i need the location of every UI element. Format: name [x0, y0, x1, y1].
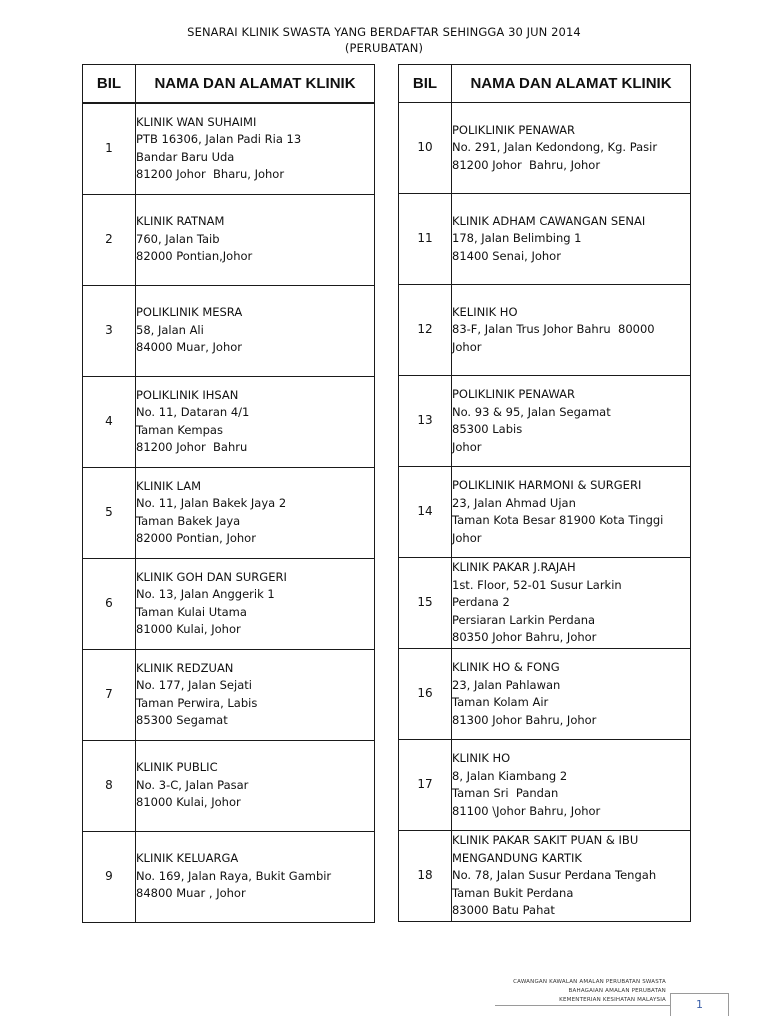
footer-line-2: BAHAGAIAN AMALAN PERUBATAN — [568, 988, 666, 994]
clinic-name-address — [136, 558, 375, 649]
clinic-address-line: 58, Jalan Ali — [136, 322, 204, 337]
clinic-name-address — [136, 194, 375, 285]
clinic-address-line: Persiaran Larkin Perdana — [452, 612, 596, 627]
clinic-name: KLINIK REDZUAN — [136, 660, 234, 675]
clinic-address-line: Taman Sri Pandan — [452, 786, 559, 800]
row-number: 2 — [83, 194, 136, 285]
clinic-address-line: 81400 Senai, Johor — [452, 248, 561, 263]
clinic-address-line: 85300 Labis — [452, 422, 523, 436]
row-number: 5 — [83, 467, 136, 558]
row-number: 8 — [83, 740, 136, 831]
clinic-address-line: No. 291, Jalan Kedondong, Kg. Pasir — [452, 140, 658, 155]
row-number: 10 — [399, 103, 452, 194]
clinic-address-line: Taman Kota Besar 81900 Kota Tinggi — [452, 513, 664, 527]
table-row — [83, 740, 375, 831]
clinic-table-left-body — [83, 103, 375, 922]
clinic-name-address — [452, 831, 691, 922]
table-row — [83, 103, 375, 194]
clinic-address-line: No. 11, Jalan Bakek Jaya 2 — [136, 496, 287, 510]
clinic-name: KLINIK WAN SUHAIMI — [136, 114, 257, 129]
clinic-name: POLIKLINIK MESRA — [136, 305, 243, 320]
clinic-address-line: 84800 Muar , Johor — [136, 886, 246, 901]
clinic-name-address — [452, 740, 691, 831]
clinic-name: KLINIK RATNAM — [136, 214, 225, 229]
clinic-address-line: 23, Jalan Ahmad Ujan — [452, 495, 576, 510]
clinic-address-line: Perdana 2 — [452, 595, 510, 610]
row-number: 17 — [399, 740, 452, 831]
table-row — [83, 285, 375, 376]
table-row — [399, 649, 691, 740]
row-number: 3 — [83, 285, 136, 376]
table-row — [83, 467, 375, 558]
clinic-table-left — [82, 64, 375, 923]
clinic-address-line: 83-F, Jalan Trus Johor Bahru 80000 — [452, 322, 655, 337]
clinic-name: POLIKLINIK HARMONI & SURGERI — [452, 478, 642, 492]
row-number: 11 — [399, 194, 452, 285]
clinic-address-line: 80350 Johor Bahru, Johor — [452, 630, 597, 645]
clinic-address-line: Johor — [452, 339, 482, 354]
clinic-address-line: Taman Bukit Perdana — [452, 885, 574, 900]
clinic-name: KLINIK PAKAR SAKIT PUAN & IBU — [452, 833, 639, 848]
clinic-address-line: 760, Jalan Taib — [136, 231, 220, 246]
clinic-address-line: No. 11, Dataran 4/1 — [136, 405, 250, 419]
table-header-row — [83, 65, 375, 104]
clinic-name: POLIKLINIK PENAWAR — [452, 387, 575, 401]
clinic-name-address — [136, 740, 375, 831]
column-header-bil: BIL — [83, 65, 136, 104]
row-number: 12 — [399, 285, 452, 376]
clinic-name: KLINIK PUBLIC — [136, 760, 218, 775]
clinic-name-address — [452, 376, 691, 467]
clinic-address-line: Taman Perwira, Labis — [136, 695, 258, 710]
footer-organization — [430, 978, 666, 1005]
clinic-name: KLINIK HO & FONG — [452, 660, 560, 674]
clinic-name: KLINIK HO — [452, 751, 511, 765]
clinic-address-line: 81000 Kulai, Johor — [136, 795, 241, 810]
column-header-name: NAMA DAN ALAMAT KLINIK — [452, 65, 691, 103]
footer-line-3: KEMENTERIAN KESIHATAN MALAYSIA — [559, 997, 666, 1003]
row-number: 6 — [83, 558, 136, 649]
table-row — [399, 194, 691, 285]
clinic-address-line: 81200 Johor Bahru, Johor — [452, 157, 601, 172]
clinic-address-line: 83000 Batu Pahat — [452, 903, 555, 918]
clinic-address-line: Bandar Baru Uda — [136, 149, 235, 164]
clinic-name-address — [452, 558, 691, 649]
column-header-bil: BIL — [399, 65, 452, 103]
clinic-address-line: No. 177, Jalan Sejati — [136, 678, 252, 692]
clinic-address-line: 85300 Segamat — [136, 713, 228, 727]
clinic-address-line: 81200 Johor Bahru — [136, 440, 248, 454]
clinic-address-line: 81300 Johor Bahru, Johor — [452, 712, 597, 727]
table-row — [83, 831, 375, 922]
document-title — [0, 24, 768, 56]
clinic-address-line: 23, Jalan Pahlawan — [452, 677, 561, 692]
clinic-table-right — [398, 64, 691, 922]
clinic-name: KLINIK ADHAM CAWANGAN SENAI — [452, 213, 646, 228]
clinic-name: POLIKLINIK PENAWAR — [452, 122, 575, 137]
clinic-name-address — [136, 467, 375, 558]
clinic-name: KLINIK LAM — [136, 478, 201, 493]
table-row — [399, 558, 691, 649]
clinic-name-address — [452, 194, 691, 285]
footer-line-1: CAWANGAN KAWALAN AMALAN PERUBATAN SWASTA — [513, 979, 666, 985]
clinic-address-line: 81200 Johor Bharu, Johor — [136, 167, 285, 182]
table-row — [83, 649, 375, 740]
clinic-address-line: No. 169, Jalan Raya, Bukit Gambir — [136, 868, 332, 883]
clinic-name-address — [136, 831, 375, 922]
clinic-name: POLIKLINIK IHSAN — [136, 387, 239, 402]
clinic-name-address — [136, 285, 375, 376]
clinic-name: KLINIK GOH DAN SURGERI — [136, 569, 287, 584]
clinic-address-line: 178, Jalan Belimbing 1 — [452, 231, 582, 246]
row-number: 18 — [399, 831, 452, 922]
clinic-name: KLINIK KELUARGA — [136, 851, 239, 866]
table-row — [399, 376, 691, 467]
clinic-address-line: Taman Kolam Air — [452, 695, 549, 709]
clinic-address-line: Taman Kempas — [136, 422, 223, 437]
clinic-address-line: Johor — [452, 439, 482, 454]
clinic-name-address — [452, 285, 691, 376]
clinic-name-address — [452, 467, 691, 558]
clinic-address-line: 1st. Floor, 52-01 Susur Larkin — [452, 577, 622, 592]
footer-divider — [495, 1005, 670, 1006]
table-row — [83, 558, 375, 649]
clinic-address-line: Johor — [452, 530, 482, 545]
clinic-address-line: No. 78, Jalan Susur Perdana Tengah — [452, 868, 657, 883]
page-number: 1 — [670, 993, 729, 1016]
clinic-name-address — [452, 103, 691, 194]
table-row — [83, 376, 375, 467]
table-row — [399, 467, 691, 558]
clinic-address-line: PTB 16306, Jalan Padi Ria 13 — [136, 132, 302, 147]
table-row — [399, 740, 691, 831]
title-line-2: (PERUBATAN) — [344, 41, 424, 55]
table-row — [399, 285, 691, 376]
table-row — [399, 831, 691, 922]
clinic-address-line: 84000 Muar, Johor — [136, 340, 243, 355]
clinic-name-address — [136, 376, 375, 467]
clinic-name: KLINIK PAKAR J.RAJAH — [452, 560, 576, 575]
row-number: 7 — [83, 649, 136, 740]
clinic-name: KELINIK HO — [452, 304, 518, 319]
clinic-address-line: Taman Bakek Jaya — [136, 513, 241, 528]
clinic-address-line: No. 93 & 95, Jalan Segamat — [452, 404, 611, 419]
row-number: 15 — [399, 558, 452, 649]
clinic-table-right-body — [399, 103, 691, 922]
clinic-address-line: 8, Jalan Kiambang 2 — [452, 768, 568, 783]
clinic-name-address — [136, 103, 375, 194]
title-line-1: SENARAI KLINIK SWASTA YANG BERDAFTAR SEHINGGA 30 JUN 2014 — [187, 25, 581, 39]
row-number: 13 — [399, 376, 452, 467]
row-number: 14 — [399, 467, 452, 558]
row-number: 1 — [83, 103, 136, 194]
clinic-name-address — [136, 649, 375, 740]
row-number: 4 — [83, 376, 136, 467]
clinic-address-line: 81100 \Johor Bahru, Johor — [452, 803, 601, 818]
clinic-address-line: 82000 Pontian,Johor — [136, 249, 253, 264]
table-header-row — [399, 65, 691, 103]
row-number: 9 — [83, 831, 136, 922]
row-number: 16 — [399, 649, 452, 740]
clinic-address-line: 82000 Pontian, Johor — [136, 531, 256, 545]
clinic-address-line: MENGANDUNG KARTIK — [452, 850, 582, 865]
table-row — [399, 103, 691, 194]
clinic-address-line: No. 3-C, Jalan Pasar — [136, 777, 249, 792]
clinic-address-line: No. 13, Jalan Anggerik 1 — [136, 587, 275, 601]
clinic-name-address — [452, 649, 691, 740]
table-row — [83, 194, 375, 285]
clinic-address-line: 81000 Kulai, Johor — [136, 622, 241, 636]
clinic-address-line: Taman Kulai Utama — [136, 604, 247, 619]
column-header-name: NAMA DAN ALAMAT KLINIK — [136, 65, 375, 104]
